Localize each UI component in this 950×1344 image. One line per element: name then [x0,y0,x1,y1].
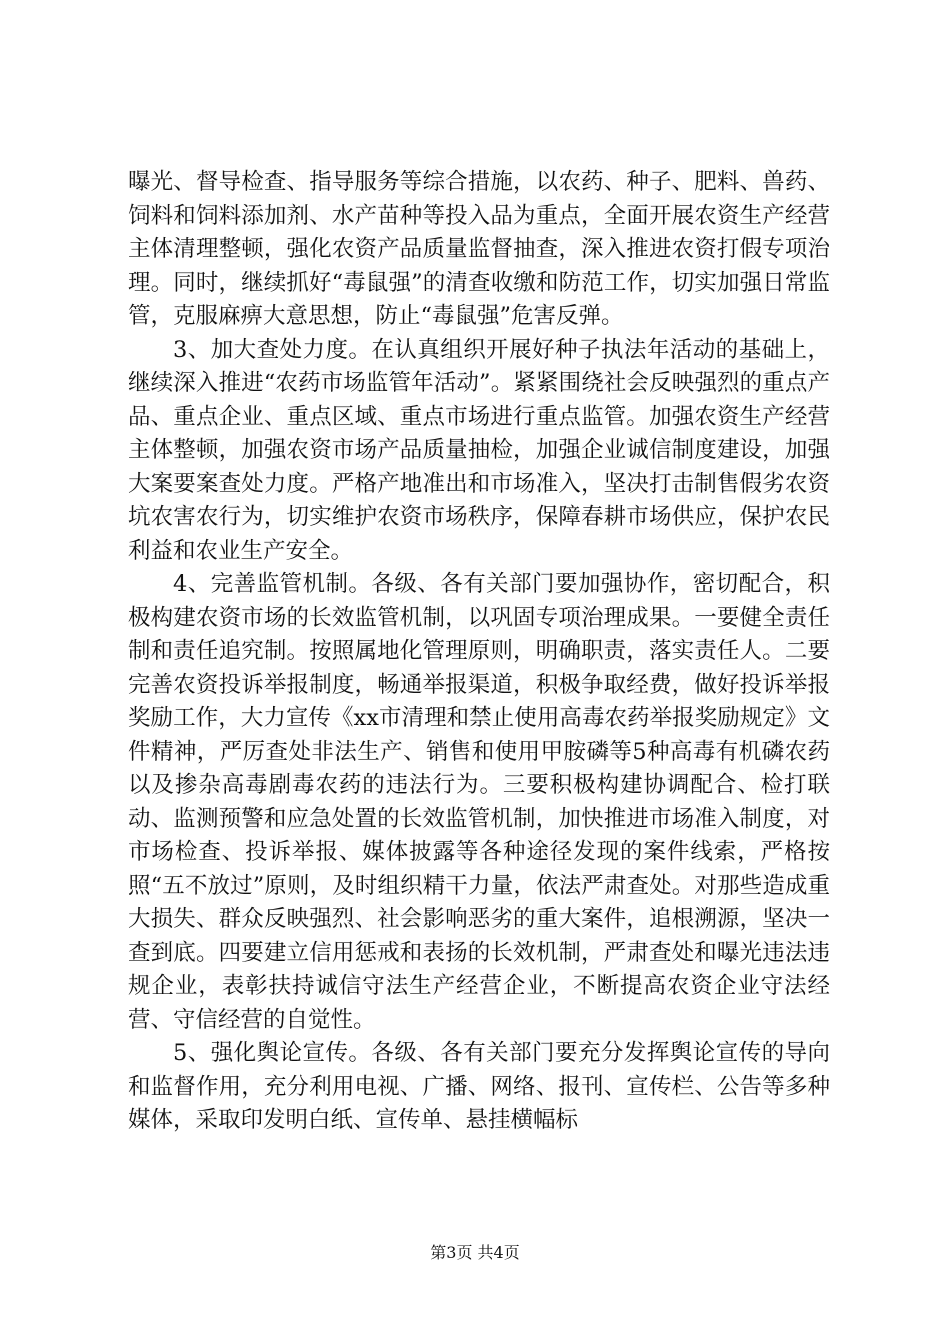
paragraph-item-4: 4、完善监管机制。各级、各有关部门要加强协作，密切配合，积极构建农资市场的长效监管机制，以巩固专项治理成果。一要健全责任制和责任追究制。按照属地化管理原则，明确职责，落实责任人。二要完善农资投诉举报制度，畅通举报渠道，积极争取经费，做好投诉举报奖励工作，大力宣传《xx市清理和禁止使用高毒农药举报奖励规定》文件精神，严厉查处非法生产、销售和使用甲胺磷等5种高毒有机磷农药以及掺杂高毒剧毒农药的违法行为。三要积极构建协调配合、检打联动、监测预警和应急处置的长效监管机制，加快推进市场准入制度，对市场检查、投诉举报、媒体披露等各种途径发现的案件线索，严格按照“五不放过”原则，及时组织精干力量，依法严肃查处。对那些造成重大损失、群众反映强烈、社会影响恶劣的重大案件，追根溯源，坚决一查到底。四要建立信用惩戒和表扬的长效机制，严肃查处和曝光违法违规企业，表彰扶持诚信守法生产经营企业，不断提高农资企业守法经营、守信经营的自觉性。 [128,571,830,1033]
paragraph-item-3: 3、加大查处力度。在认真组织开展好种子执法年活动的基础上，继续深入推进“农药市场监管年活动”。紧紧围绕社会反映强烈的重点产品、重点企业、重点区域、重点市场进行重点监管。加强农资生产经营主体整顿，加强农资市场产品质量抽检，加强企业诚信制度建设，加强大案要案查处力度。严格产地准出和市场准入，坚决打击制售假劣农资坑农害农行为，切实维护农资市场秩序，保障春耕市场供应，保护农民利益和农业生产安全。 [128,336,830,564]
paragraph-item-5: 5、强化舆论宣传。各级、各有关部门要充分发挥舆论宣传的导向和监督作用，充分利用电视、广播、网络、报刊、宣传栏、公告等多种媒体，采取印发明白纸、宣传单、悬挂横幅标 [128,1040,830,1133]
paragraph-continuation: 曝光、督导检查、指导服务等综合措施，以农药、种子、肥料、兽药、饲料和饲料添加剂、水产苗种等投入品为重点，全面开展农资生产经营主体清理整顿，强化农资产品质量监督抽查，深入推进农资打假专项治理。同时，继续抓好“毒鼠强”的清查收缴和防范工作，切实加强日常监管，克服麻痹大意思想，防止“毒鼠强”危害反弹。 [128,169,830,329]
page-number-footer: 第3页 共4页 [430,1243,520,1262]
document-body [128,166,830,1138]
